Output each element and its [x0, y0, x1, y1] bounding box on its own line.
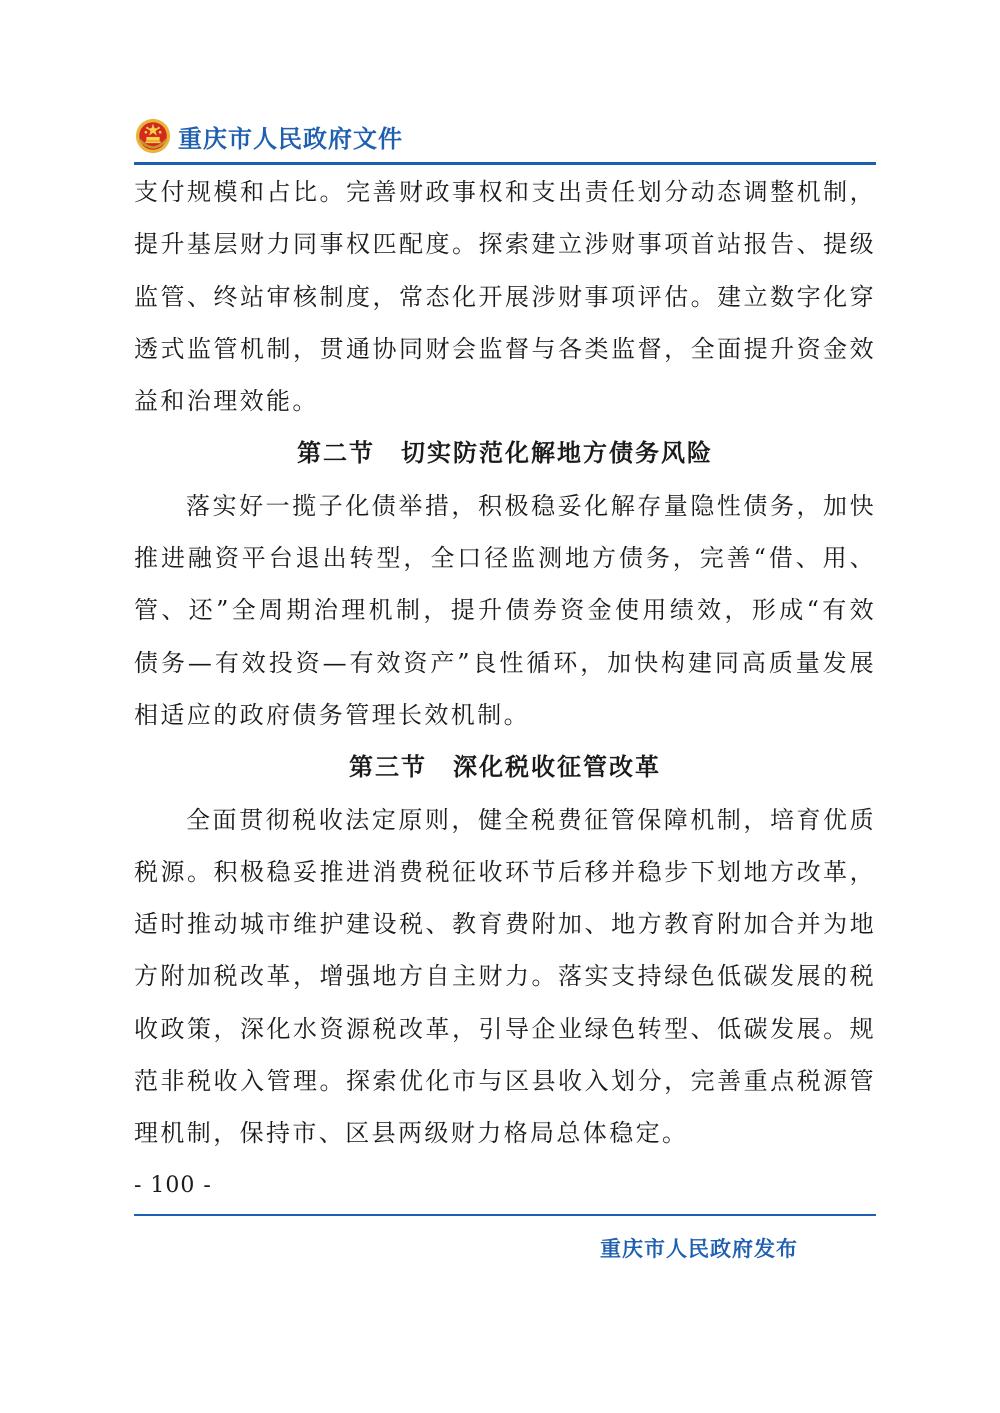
section-2-heading: 第二节 切实防范化解地方债务风险	[297, 438, 713, 468]
paragraph-continued: 支付规模和占比。完善财政事权和支出责任划分动态调整机制，提升基层财力同事权匹配度。探索建立涉财事项首站报告、提级监管、终站审核制度，常态化开展涉财事项评估。建立数字化穿透式监管机制，贯通协同财会监督与各类监督，全面提升资金效益和治理效能。	[134, 178, 876, 416]
paragraph-section-3: 全面贯彻税收法定原则，健全税费征管保障机制，培育优质税源。积极稳妥推进消费税征收环节后移并稳步下划地方改革，适时推动城市维护建设税、教育费附加、地方教育附加合并为地方附加税改革，增强地方自主财力。落实支持绿色低碳发展的税收政策，深化水资源税改革，引导企业绿色转型、低碳发展。规范非税收入管理。探索优化市与区县收入划分，完善重点税源管理机制，保持市、区县两级财力格局总体稳定。	[134, 805, 876, 1148]
section-3-heading: 第三节 深化税收征管改革	[349, 752, 661, 782]
publisher-label: 重庆市人民政府发布	[600, 1237, 798, 1261]
header-divider	[134, 162, 876, 165]
document-header	[134, 110, 876, 162]
document-body	[134, 166, 876, 1160]
paragraph-section-2: 落实好一揽子化债举措，积极稳妥化解存量隐性债务，加快推进融资平台退出转型，全口径监测地方债务，完善“借、用、管、还”全周期治理机制，提升债券资金使用绩效，形成“有效债务—有效投资—有效资产”良性循环，加快构建同高质量发展相适应的政府债务管理长效机制。	[134, 491, 876, 729]
page-number: - 100 -	[134, 1173, 212, 1198]
header-title: 重庆市人民政府文件	[178, 124, 403, 153]
national-emblem-icon	[134, 117, 172, 155]
footer-divider	[134, 1214, 876, 1216]
